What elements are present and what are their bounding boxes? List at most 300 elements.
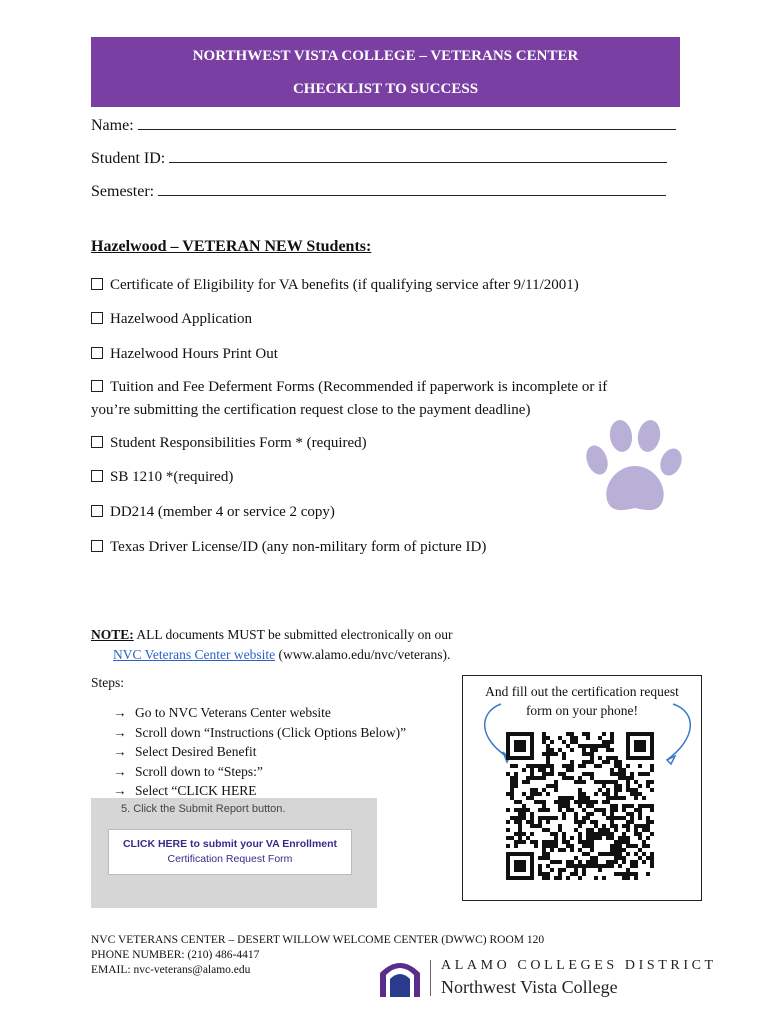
student-id-line[interactable] [169,148,667,163]
qr-module [538,800,542,804]
qr-module [614,760,618,764]
qr-module [594,744,598,748]
note-label: NOTE: [91,627,134,642]
qr-module [518,808,522,812]
step-text: Scroll down to “Steps:” [135,763,263,779]
qr-module [586,772,590,776]
qr-module [546,772,550,776]
qr-module [538,856,542,860]
qr-module [634,740,646,752]
qr-module [506,844,510,848]
qr-module [630,776,634,780]
qr-module [618,836,622,840]
checkbox[interactable] [91,312,103,324]
qr-module [630,788,634,792]
qr-module [634,852,638,856]
qr-module [546,828,550,832]
qr-module [526,776,530,780]
checklist-item[interactable] [91,376,671,422]
checkbox[interactable] [91,380,103,392]
qr-module [518,812,522,816]
qr-module [630,820,634,824]
steps-list [113,703,406,801]
qr-module [630,792,634,796]
qr-module [570,796,574,800]
qr-module [614,756,618,760]
qr-module [634,832,638,836]
qr-module [598,868,602,872]
qr-module [566,860,570,864]
qr-module [598,780,602,784]
qr-module [650,852,654,856]
qr-module [606,860,610,864]
qr-module [646,772,650,776]
qr-module [586,744,590,748]
qr-module [590,744,594,748]
qr-module [602,744,606,748]
qr-module [590,800,594,804]
qr-module [538,792,542,796]
qr-module [546,752,550,756]
qr-module [538,768,542,772]
qr-module [570,732,574,736]
qr-module [614,844,618,848]
name-label: Name: [91,117,134,134]
qr-module [622,848,626,852]
qr-module [634,876,638,880]
qr-module [634,796,638,800]
qr-module [590,756,594,760]
qr-module [550,748,554,752]
qr-module [546,844,550,848]
qr-module [514,840,518,844]
qr-module [510,788,514,792]
qr-module [618,784,622,788]
qr-module [542,800,546,804]
qr-module [558,824,562,828]
checkbox[interactable] [91,505,103,517]
qr-module [594,748,598,752]
qr-module [614,848,618,852]
qr-module [558,848,562,852]
qr-module [554,752,558,756]
qr-module [638,856,642,860]
qr-module [506,820,510,824]
qr-module [590,820,594,824]
qr-module [610,756,614,760]
qr-module [590,772,594,776]
button-line2: Certification Request Form [167,853,293,865]
qr-module [650,804,654,808]
qr-module [602,876,606,880]
qr-module [626,776,630,780]
qr-module [610,836,614,840]
qr-module [586,804,590,808]
qr-module [570,764,574,768]
qr-module [514,776,518,780]
qr-module [610,808,614,812]
qr-module [642,840,646,844]
qr-module [550,844,554,848]
qr-module [594,836,598,840]
qr-module [558,796,562,800]
qr-module [586,840,590,844]
qr-module [610,848,614,852]
section-title: Hazelwood – VETERAN NEW Students: [91,238,372,255]
qr-module [562,796,566,800]
qr-module [566,744,570,748]
qr-module [510,836,514,840]
qr-module [562,800,566,804]
qr-module [590,804,594,808]
qr-module [550,768,554,772]
qr-module [530,788,534,792]
qr-module [590,836,594,840]
step-item [113,703,406,723]
qr-module [578,792,582,796]
qr-module [610,860,614,864]
qr-module [558,872,562,876]
qr-module [570,748,574,752]
qr-module [514,816,518,820]
qr-module [630,864,634,868]
qr-module [554,860,558,864]
qr-module [630,816,634,820]
qr-module [638,812,642,816]
qr-module [566,768,570,772]
qr-module [582,800,586,804]
footer-email: EMAIL: nvc-veterans@alamo.edu [91,964,251,976]
qr-module [602,808,606,812]
qr-module [626,764,630,768]
qr-module [566,876,570,880]
qr-module [638,784,642,788]
qr-module [582,796,586,800]
qr-module [614,828,618,832]
qr-module [622,876,626,880]
qr-module [550,832,554,836]
qr-module [626,812,630,816]
qr-module [614,860,618,864]
checklist-item-text: Tuition and Fee Deferment Forms (Recommended if paperwork is incomplete or if [110,379,608,395]
step-item [113,762,406,782]
qr-module [534,776,538,780]
qr-module [558,748,562,752]
qr-module [606,796,610,800]
checklist-item-text-continued: you’re submitting the certification request close to the payment deadline) [91,402,531,418]
qr-module [602,800,606,804]
qr-module [638,792,642,796]
qr-module [562,832,566,836]
checklist-item[interactable] [91,274,579,297]
qr-module [510,796,514,800]
qr-module [598,808,602,812]
qr-module [638,848,642,852]
qr-module [594,824,598,828]
checklist-item[interactable] [91,466,233,489]
qr-module [582,840,586,844]
qr-module [550,848,554,852]
qr-module [614,780,618,784]
qr-text-line2: form on your phone! [525,703,639,718]
qr-module [558,804,562,808]
qr-module [586,852,590,856]
qr-module [530,824,534,828]
name-field[interactable] [91,115,676,135]
qr-module [646,844,650,848]
semester-field[interactable] [91,181,666,201]
qr-module [594,860,598,864]
qr-module [626,828,630,832]
qr-module [574,816,578,820]
semester-line[interactable] [158,181,666,196]
qr-module [618,764,622,768]
name-line[interactable] [138,115,676,130]
checkbox[interactable] [91,470,103,482]
qr-module [598,756,602,760]
qr-module [618,840,622,844]
checklist-item[interactable] [91,501,335,524]
qr-module [598,864,602,868]
qr-module [582,816,586,820]
qr-module [522,816,526,820]
qr-module [586,816,590,820]
checklist-item[interactable] [91,308,252,331]
qr-module [526,764,530,768]
qr-module [514,800,518,804]
student-id-label: Student ID: [91,150,166,167]
qr-module [558,800,562,804]
qr-module [566,804,570,808]
qr-module [622,804,626,808]
qr-module [622,836,626,840]
submit-enrollment-button[interactable] [108,829,352,875]
qr-module [610,812,614,816]
qr-module [566,764,570,768]
qr-module [610,772,614,776]
header-title: NORTHWEST VISTA COLLEGE – VETERANS CENTER [192,48,579,64]
veterans-center-link[interactable]: NVC Veterans Center website [113,647,276,662]
qr-module [574,740,578,744]
qr-module [546,864,550,868]
qr-module [626,824,630,828]
checkbox[interactable] [91,436,103,448]
qr-module [546,756,550,760]
qr-module [530,776,534,780]
qr-module [622,772,626,776]
qr-module [526,780,530,784]
qr-module [538,776,542,780]
qr-module [598,744,602,748]
qr-module [534,844,538,848]
qr-module [626,780,630,784]
qr-module [590,776,594,780]
qr-module [642,828,646,832]
qr-module [590,828,594,832]
qr-module [582,752,586,756]
qr-module [630,772,634,776]
qr-module [634,872,638,876]
qr-module [538,820,542,824]
qr-module [566,732,570,736]
checklist-item-text: Student Responsibilities Form * (required) [110,435,367,451]
qr-module [610,832,614,836]
qr-module [618,768,622,772]
qr-module [518,832,522,836]
qr-module [578,764,582,768]
qr-module [626,872,630,876]
qr-module [542,848,546,852]
qr-module [542,776,546,780]
qr-module [570,844,574,848]
qr-module [566,800,570,804]
qr-module [530,792,534,796]
qr-module [606,828,610,832]
qr-module [614,796,618,800]
qr-module [542,852,546,856]
qr-module [590,848,594,852]
qr-module [578,820,582,824]
qr-module [570,864,574,868]
qr-module [530,820,534,824]
qr-module [626,820,630,824]
qr-module [546,744,550,748]
qr-module [546,852,550,856]
qr-module [618,796,622,800]
qr-module [586,800,590,804]
button-line1: CLICK HERE to submit your VA Enrollment [122,838,338,850]
qr-module [642,772,646,776]
qr-module [618,852,622,856]
header-subtitle: CHECKLIST TO SUCCESS [292,81,479,97]
arrow-right-icon: → [113,763,127,779]
qr-module [514,844,518,848]
qr-module [650,860,654,864]
qr-module [530,840,534,844]
qr-module [546,820,550,824]
qr-module [506,792,510,796]
qr-module [650,864,654,868]
qr-module [562,840,566,844]
qr-module [562,812,566,816]
qr-module [542,876,546,880]
qr-module [570,768,574,772]
qr-module [618,844,622,848]
qr-module [646,828,650,832]
qr-module [586,864,590,868]
qr-module [582,868,586,872]
qr-module [590,832,594,836]
qr-module [618,776,622,780]
qr-module [606,780,610,784]
qr-module [586,732,590,736]
qr-module [554,844,558,848]
qr-module [622,816,626,820]
qr-module [546,856,550,860]
qr-module [626,804,630,808]
qr-module [594,856,598,860]
qr-code-icon[interactable] [506,732,654,880]
qr-module [614,824,618,828]
qr-module [542,804,546,808]
qr-module [506,772,510,776]
qr-module [618,760,622,764]
qr-module [590,844,594,848]
checkbox[interactable] [91,347,103,359]
qr-module [522,780,526,784]
student-id-field[interactable] [91,148,667,168]
step-item [113,742,406,762]
qr-module [634,824,638,828]
qr-module [522,840,526,844]
qr-module [562,756,566,760]
qr-module [614,764,618,768]
checklist-item[interactable] [91,343,278,366]
qr-module [534,840,538,844]
checkbox[interactable] [91,278,103,290]
qr-module [550,772,554,776]
logo-district-name: ALAMO COLLEGES DISTRICT [441,958,717,973]
checkbox[interactable] [91,540,103,552]
qr-module [642,804,646,808]
qr-module [546,792,550,796]
qr-module [562,804,566,808]
qr-module [538,864,542,868]
qr-module [542,736,546,740]
qr-module [538,816,542,820]
qr-module [610,844,614,848]
qr-module [634,828,638,832]
qr-module [606,832,610,836]
qr-module [554,832,558,836]
qr-module [530,772,534,776]
qr-module [606,756,610,760]
qr-module [574,820,578,824]
qr-module [634,788,638,792]
qr-module [582,852,586,856]
qr-module [570,740,574,744]
qr-module [534,788,538,792]
checklist-item-text: Certificate of Eligibility for VA benefits (if qualifying service after 9/11/2001) [110,277,579,293]
qr-module [578,876,582,880]
qr-module [606,816,610,820]
qr-module [518,824,522,828]
qr-module [638,804,642,808]
qr-module [610,796,614,800]
arrow-right-icon: → [113,705,127,720]
qr-module [554,876,558,880]
checklist-item[interactable] [91,432,367,455]
qr-module [610,740,614,744]
qr-module [550,840,554,844]
qr-module [582,780,586,784]
qr-module [646,856,650,860]
qr-module [642,796,646,800]
qr-module [598,832,602,836]
qr-module [614,856,618,860]
qr-module [550,868,554,872]
qr-module [618,772,622,776]
qr-module [558,860,562,864]
qr-module [646,824,650,828]
qr-module [622,860,626,864]
qr-module [534,800,538,804]
checklist-item-text: SB 1210 *(required) [110,469,234,485]
checklist-item[interactable] [91,536,486,559]
qr-module [622,832,626,836]
qr-module [542,752,546,756]
qr-module [526,808,530,812]
